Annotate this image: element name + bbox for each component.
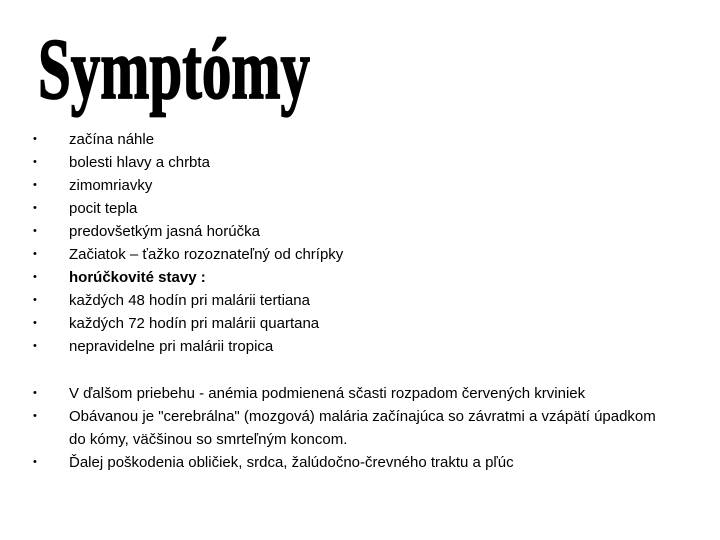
list-item-text: začína náhle	[69, 131, 155, 148]
list-item-text: zimomriavky	[69, 177, 153, 194]
slide-title-text: Symptómy	[38, 21, 311, 118]
list-item-heading: horúčkovité stavy :	[69, 269, 206, 286]
bullet-icon: •	[33, 340, 37, 352]
course-list	[0, 382, 720, 474]
bullet-icon: •	[33, 156, 37, 168]
list-item-text: bolesti hlavy a chrbta	[69, 154, 210, 171]
bullet-icon: •	[33, 410, 37, 422]
list-item	[0, 128, 669, 151]
symptom-list	[0, 128, 720, 358]
list-item-text: nepravidelne pri malárii tropica	[69, 338, 274, 355]
list-item-text: V ďalšom priebehu - anémia podmienená sčasti rozpadom červených krviniek	[69, 385, 586, 402]
list-item	[0, 289, 669, 312]
bullet-icon: •	[33, 225, 37, 237]
list-item	[0, 382, 669, 405]
bullet-icon: •	[33, 317, 37, 329]
bullet-icon: •	[33, 294, 37, 306]
list-item-text: Obávanou je "cerebrálna" (mozgová) malária začínajúca so závratmi a vzápätí úpadkom do kómy, väčšinou so smrteľným koncom.	[69, 408, 656, 448]
list-item	[0, 151, 669, 174]
list-item	[0, 220, 669, 243]
list-item-text: pocit tepla	[69, 200, 138, 217]
list-item-text: Začiatok – ťažko rozoznateľný od chrípky	[69, 246, 344, 263]
list-item	[0, 405, 669, 451]
list-item	[0, 451, 669, 474]
bullet-icon: •	[33, 456, 37, 468]
list-item-text: každých 72 hodín pri malárii quartana	[69, 315, 320, 332]
list-item	[0, 266, 669, 289]
bullet-icon: •	[33, 248, 37, 260]
list-item-text: predovšetkým jasná horúčka	[69, 223, 260, 240]
slide-title	[36, 18, 316, 118]
bullet-icon: •	[33, 179, 37, 191]
bullet-icon: •	[33, 271, 37, 283]
bullet-icon: •	[33, 387, 37, 399]
slide-title-graphic	[36, 18, 316, 118]
bullet-icon: •	[33, 133, 37, 145]
list-item-text: každých 48 hodín pri malárii tertiana	[69, 292, 310, 309]
list-item	[0, 243, 669, 266]
list-item	[0, 197, 669, 220]
list-item	[0, 312, 669, 335]
list-item-text: Ďalej poškodenia obličiek, srdca, žalúdočno-črevného traktu a pľúc	[69, 454, 514, 471]
list-item	[0, 174, 669, 197]
list-item	[0, 335, 669, 358]
bullet-icon: •	[33, 202, 37, 214]
